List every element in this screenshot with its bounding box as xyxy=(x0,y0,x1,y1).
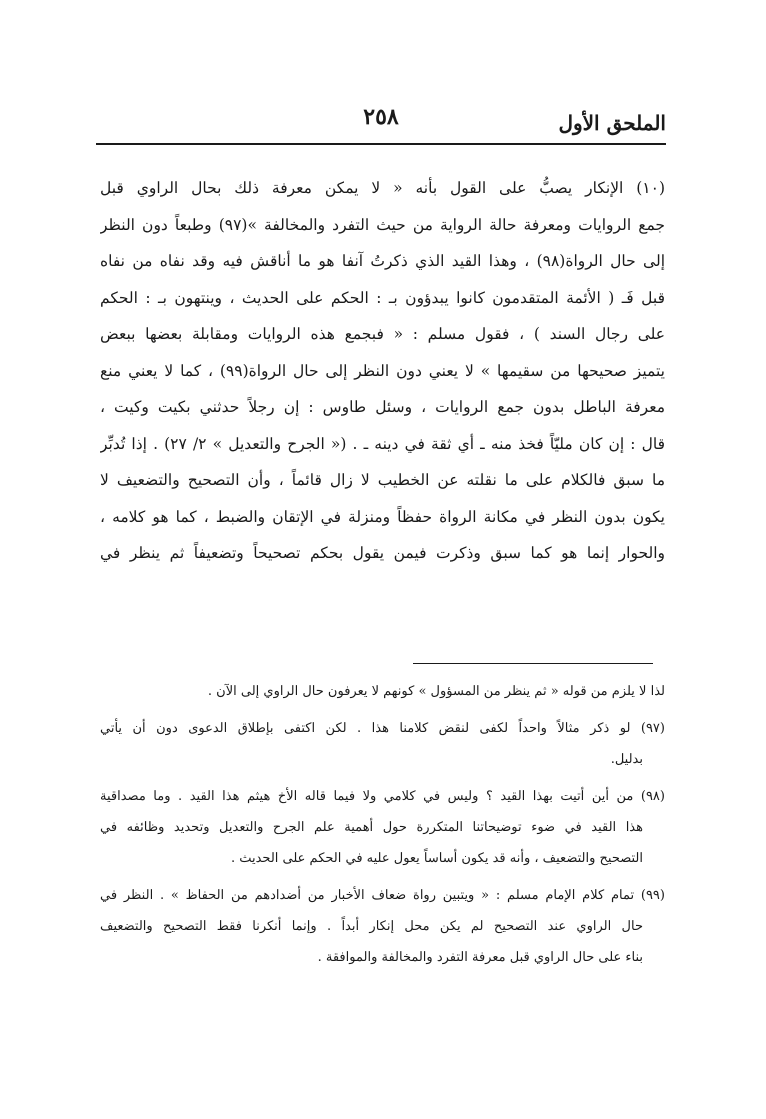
footnote-line: التصحيح والتضعيف ، وأنه قد يكون أساساً يعول عليه في الحكم على الحديث . xyxy=(230,851,643,866)
footnote-line: بدليل. xyxy=(610,752,643,767)
text-line: والحوار إنما هو كما سبق وذكرت فيمن يقول بحكم تصحيحاً وتضعيفاً ثم ينظر في xyxy=(100,544,665,562)
footnote-line: (٩٧) لو ذكر مثالاً واحداً لكفى لنقض كلامنا هذا . لكن اكتفى بإطلاق الدعوى دون أن يأتي xyxy=(100,721,665,736)
footnote-line: (٩٩) تمام كلام الإمام مسلم : « ويتبين رواة ضعاف الأخبار من أضدادهم من الحفاظ » . النظر في xyxy=(100,888,665,903)
footnote-separator xyxy=(413,663,653,664)
header-rule xyxy=(96,143,666,145)
text-line: يكون بدون النظر في مكانة الرواة حفظاً ومنزلة في الإتقان والضبط ، كما هو كلامه ، xyxy=(100,507,665,526)
text-line: معرفة الباطل بدون جمع الروايات ، وسئل طاوس : إن رجلاً حدثني بكيت وكيت ، xyxy=(100,398,665,416)
text-line: ما سبق فالكلام على ما نقلته عن الخطيب لا زال قائماً ، وأن التصحيح والتضعيف لا xyxy=(100,471,665,489)
text-line: جمع الروايات ومعرفة حالة الرواية من حيث التفرد والمخالفة »(٩٧) وطبعاً دون النظر xyxy=(100,215,665,234)
footnote-line: هذا القيد في ضوء توضيحاتنا المتكررة حول أهمية علم الجرح والتعديل وتحديد وظائفه في xyxy=(100,820,643,835)
footnote-line: بناء على حال الراوي قبل معرفة التفرد والمخالفة والموافقة . xyxy=(317,950,643,965)
footnote-97 xyxy=(100,713,665,775)
footnote-line: (٩٨) من أين أتيت بهذا القيد ؟ وليس في كلامي ولا فيما قاله الأخ هيثم هذا القيد . وما مصداقية xyxy=(100,789,665,804)
running-title: الملحق الأول xyxy=(558,111,666,135)
footnotes xyxy=(100,676,665,973)
text-line: قال : إن كان مليّاً فخذ منه ـ أي ثقة في دينه ـ . (« الجرح والتعديل » ٢/ ٢٧) . إذا تُدبِّر xyxy=(100,434,665,453)
footnote-continuation: لذا لا يلزم من قوله « ثم ينظر من المسؤول » كونهم لا يعرفون حال الراوي إلى الآن . xyxy=(207,684,665,699)
footnote-98 xyxy=(100,781,665,874)
text-line: (١٠) الإنكار يصبُّ على القول بأنه « لا يمكن معرفة ذلك بحال الراوي قبل xyxy=(100,179,665,197)
text-line: يتميز صحيحها من سقيمها » لا يعني دون النظر إلى حال الرواة(٩٩) ، كما لا يعني منع xyxy=(100,361,665,380)
footnote-99 xyxy=(100,880,665,973)
text-line: على رجال السند ) ، فقول مسلم : « فبجمع هذه الروايات ومقابلة بعضها ببعض xyxy=(100,325,665,343)
page-number: ٢٥٨ xyxy=(363,104,399,130)
footnote-line: حال الراوي عند التصحيح لم يكن محل إنكار أبداً . وإنما أنكرنا فقط التصحيح والتضعيف xyxy=(100,919,643,934)
main-text xyxy=(100,170,665,572)
text-line: قبل فَـ ( الأئمة المتقدمون كانوا يبدؤون بـ : الحكم على الحديث ، وينتهون بـ : الحكم xyxy=(100,288,665,307)
page-header xyxy=(96,104,666,144)
text-line: إلى حال الرواة(٩٨) ، وهذا القيد الذي ذكرتُ آنفا هو ما أناقش فيه وقد نفاه من نفاه xyxy=(100,252,665,270)
